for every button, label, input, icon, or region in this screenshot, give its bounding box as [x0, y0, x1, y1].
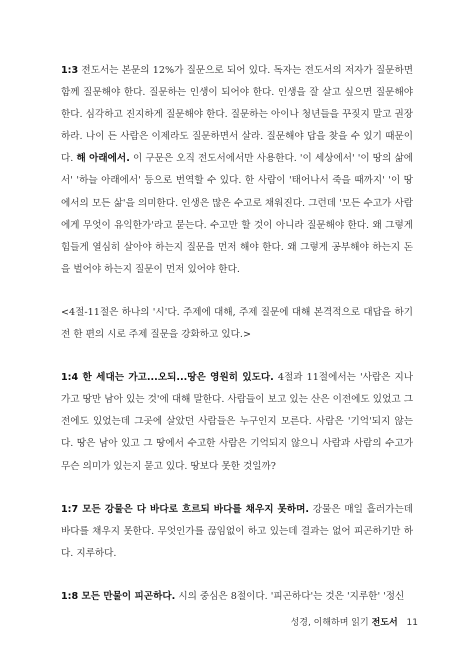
paragraph-1-8-text: 시의 중심은 8절이다. '피곤하다'는 것은 '지루한' '정신	[175, 590, 405, 602]
paragraph-1-7	[61, 499, 413, 565]
poem-note-paragraph: <4절-11절은 하나의 '시'다. 주제에 대해, 주제 질문에 대해 본격적으로 대답을 하기 전 한 편의 시로 주제 질문을 강화하고 있다.>	[61, 306, 413, 341]
verse-ref-1-7: 1:7 모든 강물은 다 바다로 흐르되 바다를 채우지 못하며.	[61, 503, 309, 515]
page-content	[61, 60, 413, 629]
verse-ref-1-3: 1:3	[61, 65, 79, 76]
highlight-phrase: 해 아래에서.	[76, 153, 130, 165]
verse-ref-1-4: 1:4 한 세대는 가고...오되...땅은 영원히 있도다.	[61, 372, 274, 384]
paragraph-1-4-text: 4절과 11절에서는 '사람은 지나가고 땅만 남아 있는 것'에 대해 말한다. 사람들이 보고 있는 산은 이전에도 있었고 그 전에도 있었는데 그곳에 살았던 사람들은 누구인지 모른다. 사람은 '기억'되지 않는다. 땅은 남아 있고 그 땅에서 수고한 사람은 기억되지 않으니 사람과 사람의 수고가 무슨 의미가 있는지 묻고 있다. 땅보다 못한 것일까?	[61, 372, 413, 472]
page-number: 11	[406, 618, 418, 628]
page-footer	[291, 615, 418, 628]
paragraph-1-4	[61, 367, 413, 477]
verse-ref-1-8: 1:8 모든 만물이 피곤하다.	[61, 590, 176, 602]
paragraph-1-3-text: 전도서는 본문의 12%가 질문으로 되어 있다. 독자는 전도서의 저자가 질문하면 함께 질문해야 한다. 질문하는 인생이 되어야 한다. 인생을 잘 살고 싶으면 질문해야 한다. 심각하고 진지하게 질문해야 한다. 질문하는 아이나 청년들을 꾸짖지 말고 권장하라. 나이 든 사람은 이제라도 질문하면서 살라. 질문해야 답을 찾을 수 있기 때문이다.	[61, 65, 413, 165]
footer-book-title: 전도서	[371, 618, 398, 628]
paragraph-1-7-text: 강물은 매일 흘러가는데 바다를 채우지 못한다. 무엇인가를 끊임없이 하고 있는데 결과는 없어 피곤하기만 하다. 지루하다.	[61, 503, 414, 559]
paragraph-1-3	[61, 60, 413, 281]
footer-series-title: 성경, 이해하며 읽기	[290, 618, 369, 628]
paragraph-1-8	[61, 586, 413, 608]
paragraph-1-3-text-cont: 이 구문은 오직 전도서에서만 사용한다. '이 세상에서' '이 땅의 삶에서' '하늘 아래에서' 등으로 번역할 수 있다. 한 사람이 '태어나서 죽을 때까지' '이 땅에서의 모든 삶'을 의미한다. 인생은 많은 수고로 채워진다. 그런데 '모든 수고가 사람에게 무엇이 유익한가'라고 묻는다. 수고만 할 것이 아니라 질문해야 한다. 왜 그렇게 힘들게 열심히 살아야 하는지 질문을 먼저 해야 한다. 왜 그렇게 공부해야 하는지 돈을 벌어야 하는지 질문이 먼저 있어야 한다.	[61, 153, 414, 275]
